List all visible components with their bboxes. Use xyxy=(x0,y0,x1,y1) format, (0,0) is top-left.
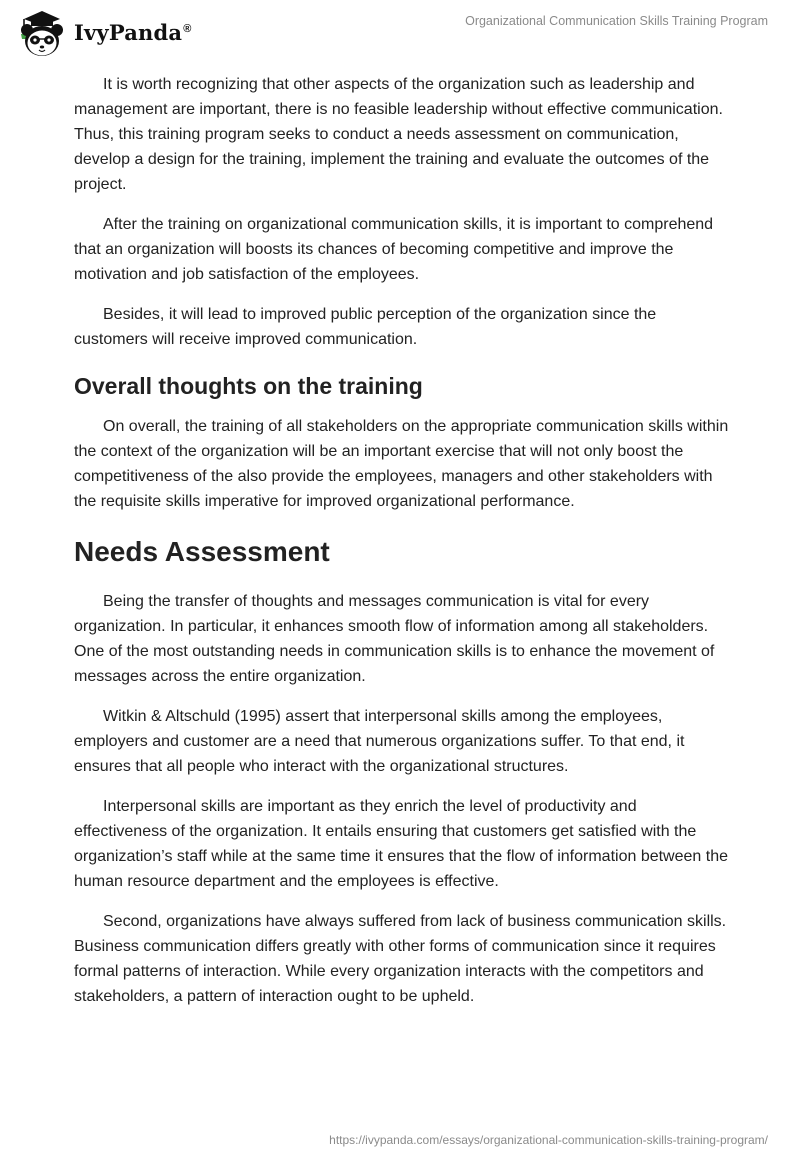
section-heading-needs-assessment: Needs Assessment xyxy=(74,536,330,567)
source-url[interactable]: https://ivypanda.com/essays/organizational-communication-skills-training-program/ xyxy=(329,1133,768,1147)
document-title: Organizational Communication Skills Training Program xyxy=(465,14,768,28)
page-header xyxy=(0,0,800,70)
paragraph: Being the transfer of thoughts and messages communication is vital for every organization. In particular, it enhances smooth flow of information among all stakeholders. One of the most outstanding needs in communication skills is to enhance the movement of messages across the entire organization. xyxy=(74,593,715,685)
panda-graduate-icon xyxy=(14,8,66,58)
brand-name: IvyPanda® xyxy=(74,19,192,45)
paragraph: Interpersonal skills are important as they enrich the level of productivity and effectiveness of the organization. It entails ensuring that customers get satisfied with the organization’s staff while at the same time it ensures that the flow of information between the human resource department and the employees is effective. xyxy=(74,798,728,890)
paragraph: Besides, it will lead to improved public perception of the organization since the customers will receive improved communication. xyxy=(74,306,657,348)
section-heading-overall-thoughts: Overall thoughts on the training xyxy=(74,373,423,399)
paragraph: Witkin & Altschuld (1995) assert that interpersonal skills among the employees, employers and customer are a need that numerous organizations suffer. To that end, it ensures that all people who interact with the organizational structures. xyxy=(74,708,685,775)
essay-body xyxy=(74,72,734,1024)
paragraph: On overall, the training of all stakeholders on the appropriate communication skills within the context of the organization will be an important exercise that will not only boost the competitiveness of the also provide the employees, managers and other stakeholders with the requisite skills imperative for improved organizational performance. xyxy=(74,418,729,510)
brand-logo[interactable] xyxy=(14,8,192,58)
paragraph: After the training on organizational communication skills, it is important to comprehend that an organization will boosts its chances of becoming competitive and improve the motivation and job satisfaction of the employees. xyxy=(74,216,714,283)
paragraph: It is worth recognizing that other aspects of the organization such as leadership and management are important, there is no feasible leadership without effective communication. Thus, this training program seeks to conduct a needs assessment on communication, develop a design for the training, implement the training and evaluate the outcomes of the project. xyxy=(74,76,723,193)
paragraph: Second, organizations have always suffered from lack of business communication skills. Business communication differs greatly with other forms of communication since it requires formal patterns of interaction. While every organization interacts with the competitors and stakeholders, a pattern of interaction ought to be upheld. xyxy=(74,913,727,1005)
